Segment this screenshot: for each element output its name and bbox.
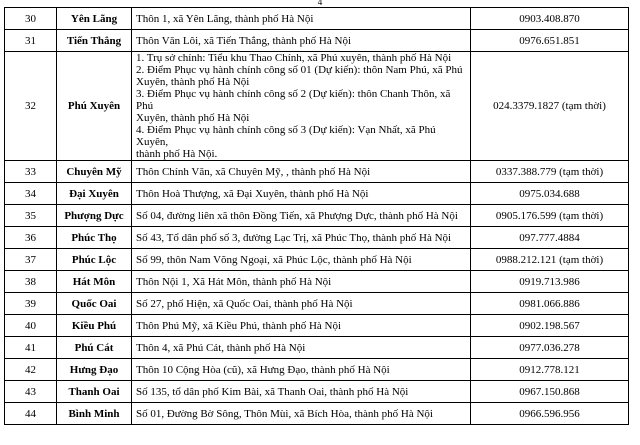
row-index: 30 (5, 8, 57, 30)
address-line: Thôn 4, xã Phú Cát, thành phố Hà Nội (136, 341, 306, 354)
phone-number: 0977.036.278 (471, 337, 629, 359)
commune-address (132, 8, 471, 30)
row-index: 31 (5, 30, 57, 52)
commune-name: Phúc Lộc (57, 249, 132, 271)
phone-number: 0905.176.599 (tạm thời) (471, 205, 629, 227)
commune-name: Kiều Phú (57, 315, 132, 337)
commune-name: Chuyên Mỹ (57, 161, 132, 183)
commune-name: Phú Cát (57, 337, 132, 359)
address-line: Số 27, phố Hiện, xã Quốc Oai, thành phố Hà Nội (136, 297, 353, 310)
commune-address (132, 249, 471, 271)
commune-address (132, 315, 471, 337)
commune-address (132, 293, 471, 315)
commune-address (132, 52, 471, 161)
address-line: Thôn Văn Lôi, xã Tiến Thắng, thành phố Hà Nội (136, 34, 351, 47)
table-row (5, 8, 629, 30)
row-index: 37 (5, 249, 57, 271)
address-line: 3. Điểm Phục vụ hành chính công số 2 (Dự kiến): thôn Chanh Thôn, xã Phú (136, 88, 451, 112)
phone-number: 0988.212.121 (tạm thời) (471, 249, 629, 271)
row-index: 34 (5, 183, 57, 205)
commune-name: Hát Môn (57, 271, 132, 293)
commune-name: Đại Xuyên (57, 183, 132, 205)
commune-name: Tiến Thắng (57, 30, 132, 52)
address-line: Số 04, đường liên xã thôn Đồng Tiến, xã Phượng Dực, thành phố Hà Nội (136, 209, 458, 222)
phone-number: 024.3379.1827 (tạm thời) (471, 52, 629, 161)
commune-address (132, 227, 471, 249)
commune-address (132, 337, 471, 359)
phone-number: 0976.651.851 (471, 30, 629, 52)
table-row (5, 403, 629, 425)
phone-number: 097.777.4884 (471, 227, 629, 249)
page-number: 4 (317, 0, 323, 7)
commune-name: Yên Lãng (57, 8, 132, 30)
row-index: 40 (5, 315, 57, 337)
phone-number: 0981.066.886 (471, 293, 629, 315)
table-row (5, 205, 629, 227)
address-line: Số 99, thôn Nam Võng Ngoại, xã Phúc Lộc, thành phố Hà Nội (136, 253, 412, 266)
address-line: Thôn 10 Cộng Hòa (cũ), xã Hưng Đạo, thành phố Hà Nội (136, 363, 390, 376)
row-index: 35 (5, 205, 57, 227)
row-index: 42 (5, 359, 57, 381)
phone-number: 0966.596.956 (471, 403, 629, 425)
table-row (5, 161, 629, 183)
table-row (5, 52, 629, 161)
commune-address (132, 205, 471, 227)
table-row (5, 183, 629, 205)
address-line: 2. Điểm Phục vụ hành chính công số 01 (Dự kiến): thôn Nam Phú, xã Phú (136, 64, 463, 76)
row-index: 43 (5, 381, 57, 403)
row-index: 32 (5, 52, 57, 161)
table-row (5, 293, 629, 315)
address-line: Thôn Phú Mỹ, xã Kiều Phú, thành phố Hà Nội (136, 319, 342, 332)
table-row (5, 227, 629, 249)
row-index: 39 (5, 293, 57, 315)
phone-number: 0919.713.986 (471, 271, 629, 293)
table-row (5, 359, 629, 381)
phone-number: 0912.778.121 (471, 359, 629, 381)
address-line: thành phố Hà Nội. (136, 148, 218, 160)
phone-number: 0967.150.868 (471, 381, 629, 403)
commune-address (132, 381, 471, 403)
table-row (5, 271, 629, 293)
commune-name: Phú Xuyên (57, 52, 132, 161)
address-line: Thôn Nội 1, Xã Hát Môn, thành phố Hà Nội (136, 275, 332, 288)
table-row (5, 337, 629, 359)
table-row (5, 30, 629, 52)
phone-number: 0975.034.688 (471, 183, 629, 205)
phone-number: 0903.408.870 (471, 8, 629, 30)
address-line: Thôn Chính Văn, xã Chuyên Mỹ, , thành phố Hà Nội (136, 165, 371, 178)
address-line: 1. Trụ sở chính: Tiểu khu Thao Chính, xã Phú xuyên, thành phố Hà Nội (136, 52, 452, 64)
table-body (5, 8, 629, 425)
row-index: 41 (5, 337, 57, 359)
row-index: 36 (5, 227, 57, 249)
commune-address (132, 271, 471, 293)
commune-name: Phúc Thọ (57, 227, 132, 249)
phone-number: 0902.198.567 (471, 315, 629, 337)
address-line: Số 135, tổ dân phố Kim Bài, xã Thanh Oai, thành phố Hà Nội (136, 385, 409, 398)
address-line: Số 43, Tổ dân phố số 3, đường Lạc Trị, xã Phúc Thọ, thành phố Hà Nội (136, 231, 452, 244)
commune-name: Phượng Dực (57, 205, 132, 227)
table-row (5, 315, 629, 337)
table-row (5, 249, 629, 271)
address-line: 4. Điểm Phục vụ hành chính công số 3 (Dự kiến): Vạn Nhất, xã Phú Xuyên, (136, 124, 436, 148)
address-line: Số 01, Đường Bờ Sông, Thôn Mùi, xã Bích Hòa, thành phố Hà Nội (136, 407, 433, 420)
commune-address (132, 161, 471, 183)
row-index: 33 (5, 161, 57, 183)
commune-address (132, 403, 471, 425)
commune-table (4, 7, 629, 425)
commune-name: Bình Minh (57, 403, 132, 425)
address-line: Thôn 1, xã Yên Lãng, thành phố Hà Nội (136, 12, 314, 25)
commune-name: Quốc Oai (57, 293, 132, 315)
phone-number: 0337.388.779 (tạm thời) (471, 161, 629, 183)
commune-address (132, 30, 471, 52)
row-index: 44 (5, 403, 57, 425)
commune-name: Thanh Oai (57, 381, 132, 403)
commune-address (132, 359, 471, 381)
address-line: Xuyên, thành phố Hà Nội (136, 76, 250, 88)
commune-address (132, 183, 471, 205)
commune-name: Hưng Đạo (57, 359, 132, 381)
address-line: Thôn Hoà Thượng, xã Đại Xuyên, thành phố Hà Nội (136, 187, 369, 200)
row-index: 38 (5, 271, 57, 293)
address-line: Xuyên, thành phố Hà Nội (136, 112, 250, 124)
table-row (5, 381, 629, 403)
